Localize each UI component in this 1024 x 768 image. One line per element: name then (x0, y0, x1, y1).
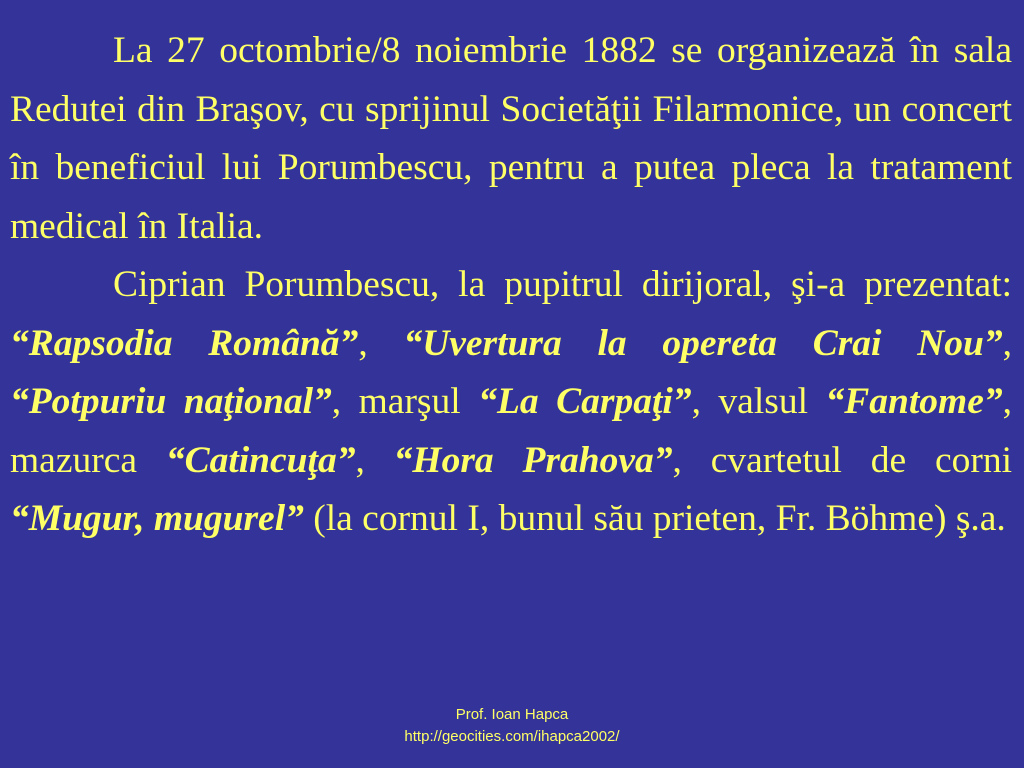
separator: , marşul (331, 381, 479, 422)
work-title-fantome: “Fantome” (825, 381, 1003, 422)
slide-body (10, 22, 1012, 549)
footer-author: Prof. Ioan Hapca (455, 706, 569, 723)
work-title-catincuta: “Catincuţa” (165, 439, 356, 481)
separator: , cvartetul de corni (672, 439, 1013, 481)
work-title-mugur-mugurel: “Mugur, mugurel” (10, 498, 304, 539)
footer-url[interactable]: http://geocities.com/ihapca2002/ (404, 728, 620, 745)
separator: , (358, 322, 404, 364)
work-title-hora-prahova: “Hora Prahova” (393, 439, 673, 481)
separator: , (355, 439, 394, 481)
work-title-potpuriu: “Potpuriu naţional” (10, 381, 332, 422)
separator: , valsul (691, 381, 826, 422)
paragraph-program (10, 256, 1012, 549)
separator: , mazurca (10, 381, 1012, 481)
work-title-rapsodia: “Rapsodia Română” (10, 322, 359, 364)
paragraph-concert-info: La 27 octombrie/8 noiembrie 1882 se organizează în sala Redutei din Braşov, cu sprijinul Societăţii Filarmonice, un concert în beneficiul lui Porumbescu, pentru a putea pleca la tratament medical în Italia. (10, 30, 1012, 247)
separator: , (1002, 322, 1013, 364)
work-title-uvertura: “Uvertura la opereta Crai Nou” (403, 322, 1003, 364)
program-intro: Ciprian Porumbescu, la pupitrul dirijoral, şi-a prezentat: (113, 264, 1012, 305)
work-title-la-carpati: “La Carpaţi” (478, 381, 692, 422)
program-outro: (la cornul I, bunul său prieten, Fr. Böhme) ş.a. (303, 498, 1006, 539)
